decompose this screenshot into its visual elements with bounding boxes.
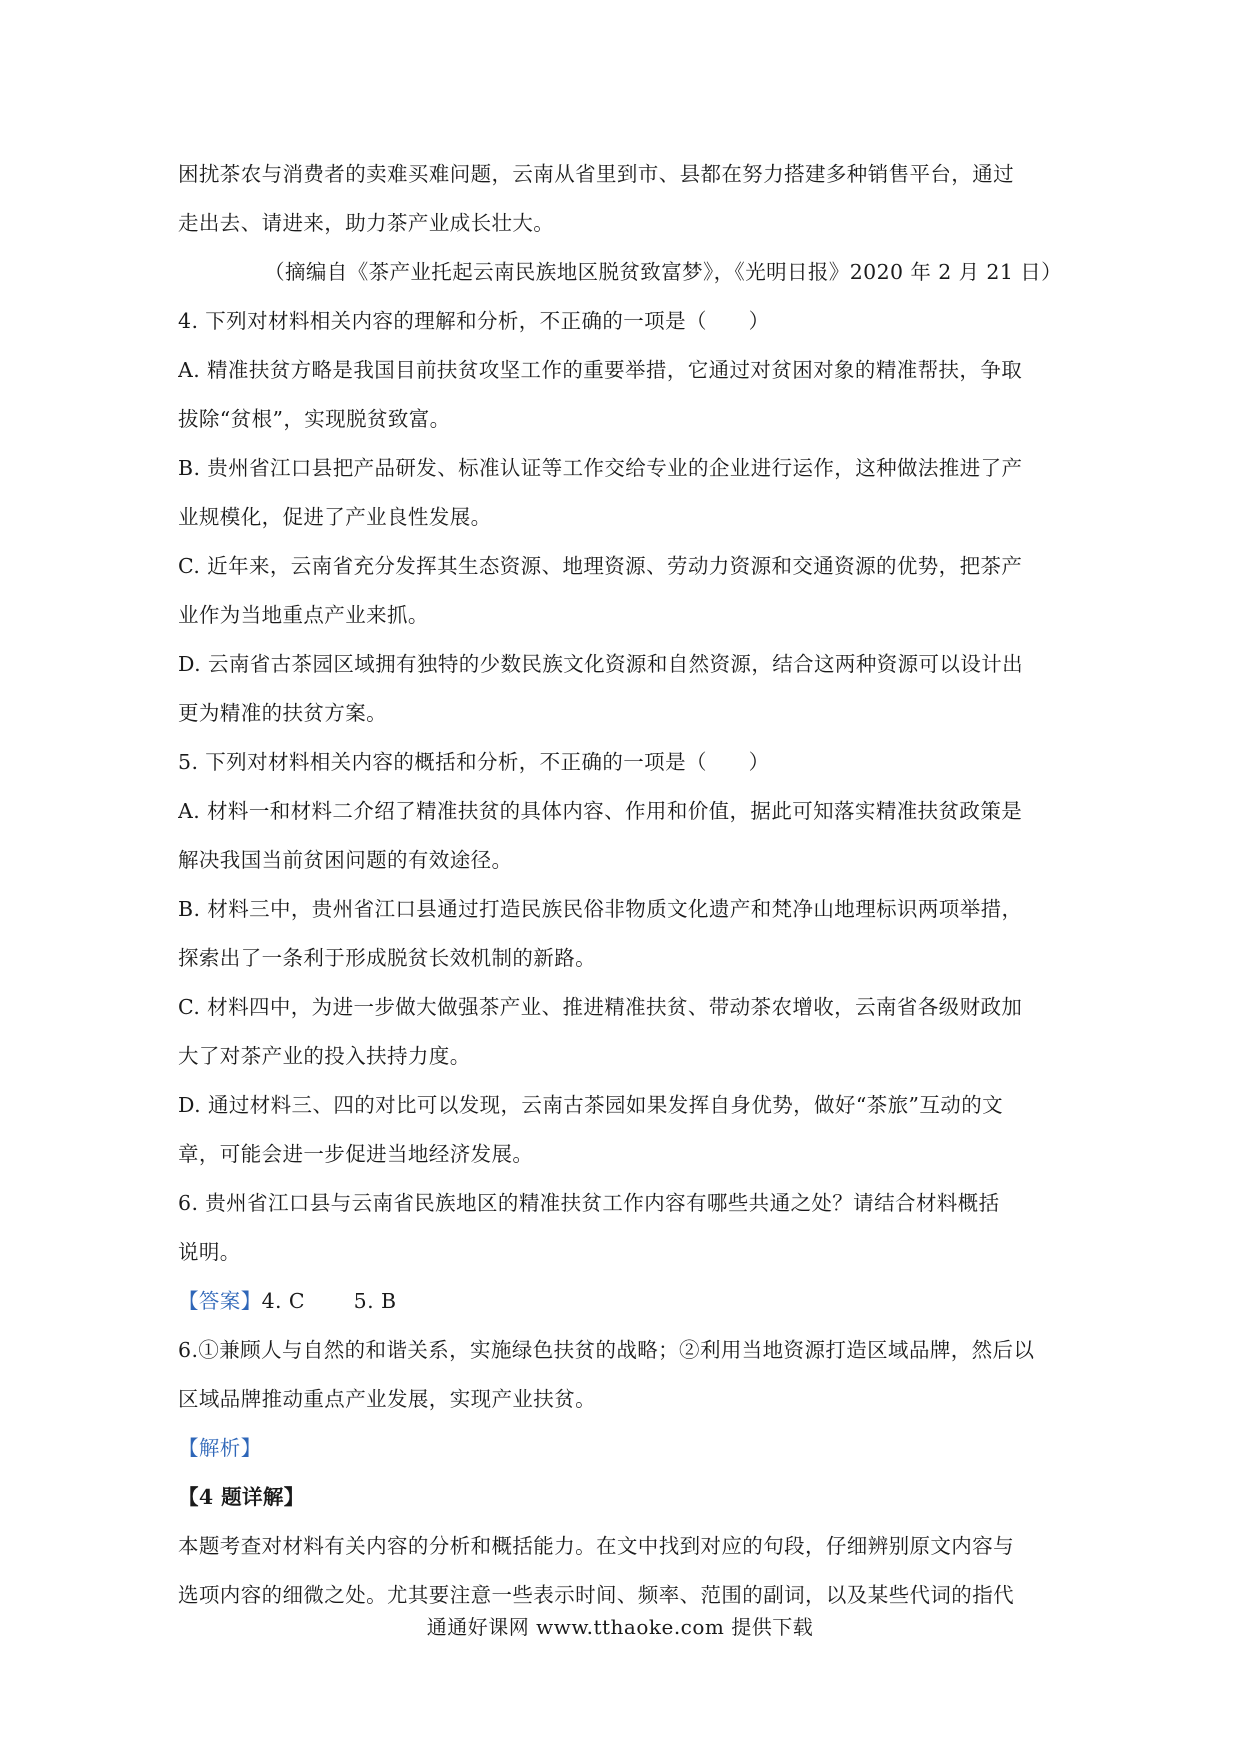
q4-option-b-cont: 业规模化，促进了产业良性发展。 <box>178 505 492 529</box>
answer-q6-cont: 区域品牌推动重点产业发展，实现产业扶贫。 <box>178 1387 596 1411</box>
q4-option-c: C. 近年来，云南省充分发挥其生态资源、地理资源、劳动力资源和交通资源的优势，把茶产 <box>178 554 1023 578</box>
question-6-stem-cont: 说明。 <box>178 1240 241 1264</box>
q4-option-d-cont: 更为精准的扶贫方案。 <box>178 701 387 725</box>
q4-option-d: D. 云南省古茶园区域拥有独特的少数民族文化资源和自然资源，结合这两种资源可以设计出 <box>178 652 1024 676</box>
q5-option-b: B. 材料三中，贵州省江口县通过打造民族民俗非物质文化遗产和梵净山地理标识两项举措， <box>178 897 1023 921</box>
answer-line <box>178 1277 1070 1326</box>
material-line: 困扰茶农与消费者的卖难买难问题，云南从省里到市、县都在努力搭建多种销售平台，通过 <box>178 162 1014 186</box>
analysis-q4-title: 【4 题详解】 <box>178 1485 305 1509</box>
question-4-stem: 4. 下列对材料相关内容的理解和分析，不正确的一项是（ ） <box>178 309 770 333</box>
source-citation: （摘编自《茶产业托起云南民族地区脱贫致富梦》，《光明日报》2020 年 2 月 21 日） <box>264 260 1062 284</box>
q5-option-d-cont: 章，可能会进一步促进当地经济发展。 <box>178 1142 534 1166</box>
question-6-stem: 6. 贵州省江口县与云南省民族地区的精准扶贫工作内容有哪些共通之处？请结合材料概括 <box>178 1191 1000 1215</box>
question-5-stem: 5. 下列对材料相关内容的概括和分析，不正确的一项是（ ） <box>178 750 770 774</box>
q5-option-c-cont: 大了对茶产业的投入扶持力度。 <box>178 1044 471 1068</box>
answer-q6: 6.①兼顾人与自然的和谐关系，实施绿色扶贫的战略；②利用当地资源打造区域品牌，然后以 <box>178 1338 1035 1362</box>
q5-option-b-cont: 探索出了一条利于形成脱贫长效机制的新路。 <box>178 946 596 970</box>
analysis-text: 本题考查对材料有关内容的分析和概括能力。在文中找到对应的句段，仔细辨别原文内容与 <box>178 1534 1014 1558</box>
q4-option-b: B. 贵州省江口县把产品研发、标准认证等工作交给专业的企业进行运作，这种做法推进了产 <box>178 456 1023 480</box>
q4-option-c-cont: 业作为当地重点产业来抓。 <box>178 603 429 627</box>
q4-option-a: A. 精准扶贫方略是我国目前扶贫攻坚工作的重要举措，它通过对贫困对象的精准帮扶，争取 <box>178 358 1023 382</box>
q5-option-a: A. 材料一和材料二介绍了精准扶贫的具体内容、作用和价值，据此可知落实精准扶贫政策是 <box>178 799 1023 823</box>
analysis-text-cont: 选项内容的细微之处。尤其要注意一些表示时间、频率、范围的副词，以及某些代词的指代 <box>178 1583 1014 1607</box>
analysis-tag: 【解析】 <box>178 1436 262 1460</box>
q5-option-c: C. 材料四中，为进一步做大做强茶产业、推进精准扶贫、带动茶农增收，云南省各级财政加 <box>178 995 1023 1019</box>
answer-tag: 【答案】 <box>178 1289 262 1313</box>
material-line: 走出去、请进来，助力茶产业成长壮大。 <box>178 211 555 235</box>
page-footer: 通通好课网 www.tthaoke.com 提供下载 <box>426 1615 814 1639</box>
q4-option-a-cont: 拔除“贫根”，实现脱贫致富。 <box>178 407 451 431</box>
answer-choices: 4. C 5. B <box>261 1289 397 1313</box>
q5-option-d: D. 通过材料三、四的对比可以发现，云南古茶园如果发挥自身优势，做好“茶旅”互动的文 <box>178 1093 1003 1117</box>
q5-option-a-cont: 解决我国当前贫困问题的有效途径。 <box>178 848 513 872</box>
page-content <box>178 150 1070 1620</box>
